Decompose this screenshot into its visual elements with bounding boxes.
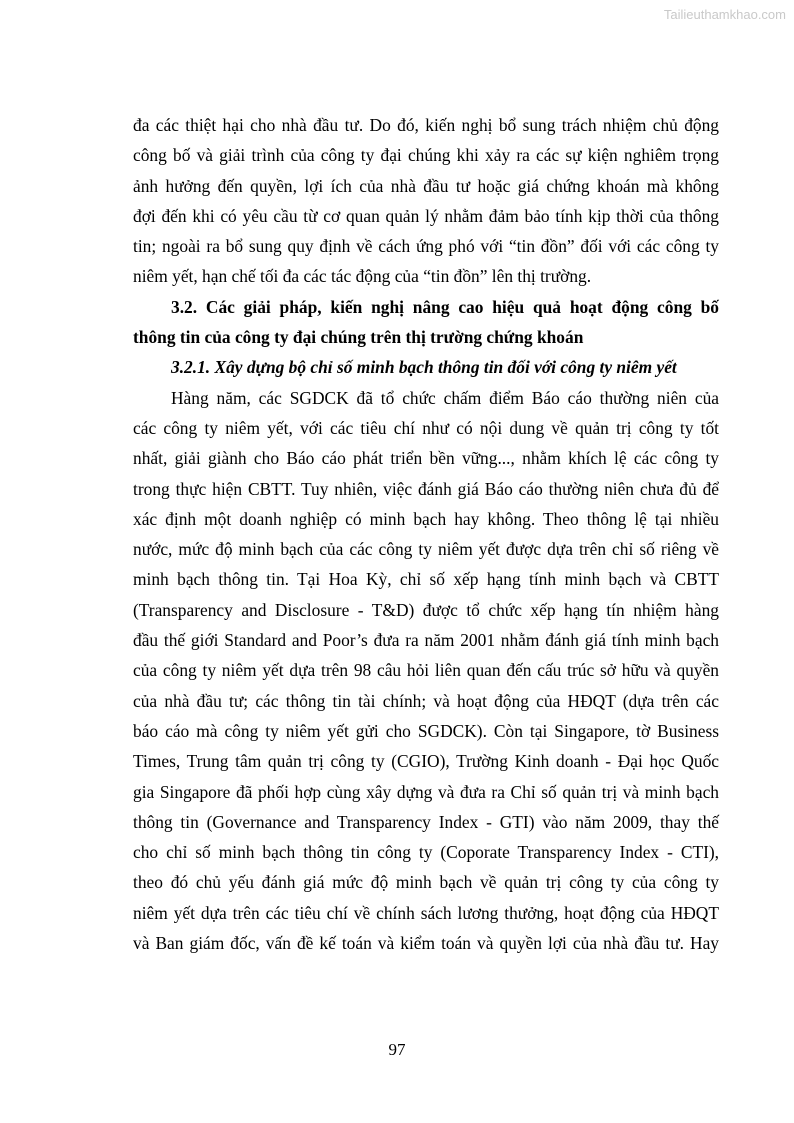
- watermark: Tailieuthamkhao.com: [663, 7, 786, 22]
- text-line: của công ty niêm yết dựa trên 98 câu hỏi liên quan đến cấu trúc sở hữu và quyền: [133, 660, 719, 681]
- text-line: gia Singapore đã phối hợp cùng xây dựng và đưa ra Chỉ số quản trị và minh bạch: [133, 781, 719, 802]
- page-body: [133, 110, 719, 958]
- text-line: niêm yết dựa trên các tiêu chí về chính sách lương thưởng, hoạt động của HĐQT: [133, 902, 719, 923]
- subsection-heading-3-2-1: 3.2.1. Xây dựng bộ chỉ số minh bạch thông tin đối với công ty niêm yết: [171, 357, 677, 378]
- text-line: theo đó chủ yếu đánh giá mức độ minh bạch về quản trị công ty của công ty: [133, 872, 719, 893]
- text-line: đầu thế giới Standard and Poor’s đưa ra năm 2001 nhằm đánh giá tính minh bạch: [133, 630, 719, 651]
- text-line: (Transparency and Disclosure - T&D) được tổ chức xếp hạng tín nhiệm hàng: [133, 599, 719, 620]
- text-line: ảnh hưởng đến quyền, lợi ích của nhà đầu tư hoặc giá chứng khoán mà không: [133, 175, 719, 196]
- text-line: Hàng năm, các SGDCK đã tổ chức chấm điểm Báo cáo thường niên của: [171, 387, 719, 408]
- text-line: đa các thiệt hại cho nhà đầu tư. Do đó, kiến nghị bổ sung trách nhiệm chủ động: [133, 115, 719, 135]
- text-line: thông tin (Governance and Transparency Index - GTI) vào năm 2009, thay thế: [133, 811, 719, 832]
- text-line: đợi đến khi có yêu cầu từ cơ quan quản lý nhằm đảm bảo tính kịp thời của thông: [133, 205, 719, 226]
- paragraph-intro: [133, 110, 719, 292]
- text-line: minh bạch thông tin. Tại Hoa Kỳ, chỉ số xếp hạng tính minh bạch và CBTT: [133, 569, 719, 590]
- section-heading-3-2: [133, 292, 719, 353]
- text-line: Times, Trung tâm quản trị công ty (CGIO), Trường Kinh doanh - Đại học Quốc: [133, 751, 719, 772]
- text-line: cho chỉ số minh bạch thông tin công ty (Coporate Transparency Index - CTI),: [133, 842, 719, 863]
- text-line: tin; ngoài ra bổ sung quy định về cách ứng phó với “tin đồn” đối với các công ty: [133, 236, 719, 257]
- text-line: nhất, giải giành cho Báo cáo phát triển bền vững..., nhằm khích lệ các công ty: [133, 448, 719, 469]
- heading-line: 3.2. Các giải pháp, kiến nghị nâng cao hiệu quả hoạt động công bố: [171, 296, 719, 317]
- text-line: báo cáo mà công ty niêm yết gửi cho SGDCK). Còn tại Singapore, tờ Business: [133, 720, 719, 741]
- text-line: và Ban giám đốc, vấn đề kế toán và kiểm toán và quyền lợi của nhà đầu tư. Hay: [133, 933, 719, 954]
- page-number: 97: [388, 1040, 406, 1059]
- text-line: trong thực hiện CBTT. Tuy nhiên, việc đánh giá Báo cáo thường niên chưa đủ để: [133, 478, 719, 499]
- text-line: của nhà đầu tư; các thông tin tài chính; và hoạt động của HĐQT (dựa trên các: [133, 690, 719, 711]
- text-line: các công ty niêm yết, với các tiêu chí như có nội dung về quản trị công ty tốt: [133, 417, 719, 438]
- text-line: xác định một doanh nghiệp có minh bạch hay không. Theo thông lệ tại nhiều: [133, 508, 719, 529]
- text-line: nước, mức độ minh bạch của các công ty niêm yết được dựa trên chỉ số riêng về: [133, 539, 719, 560]
- heading-line: thông tin của công ty đại chúng trên thị trường chứng khoán: [133, 327, 584, 348]
- text-line: niêm yết, hạn chế tối đa các tác động của “tin đồn” lên thị trường.: [133, 266, 592, 287]
- text-line: công bố và giải trình của công ty đại chúng khi xảy ra các sự kiện nghiêm trọng: [133, 145, 719, 166]
- paragraph-transparency-index: [133, 383, 719, 959]
